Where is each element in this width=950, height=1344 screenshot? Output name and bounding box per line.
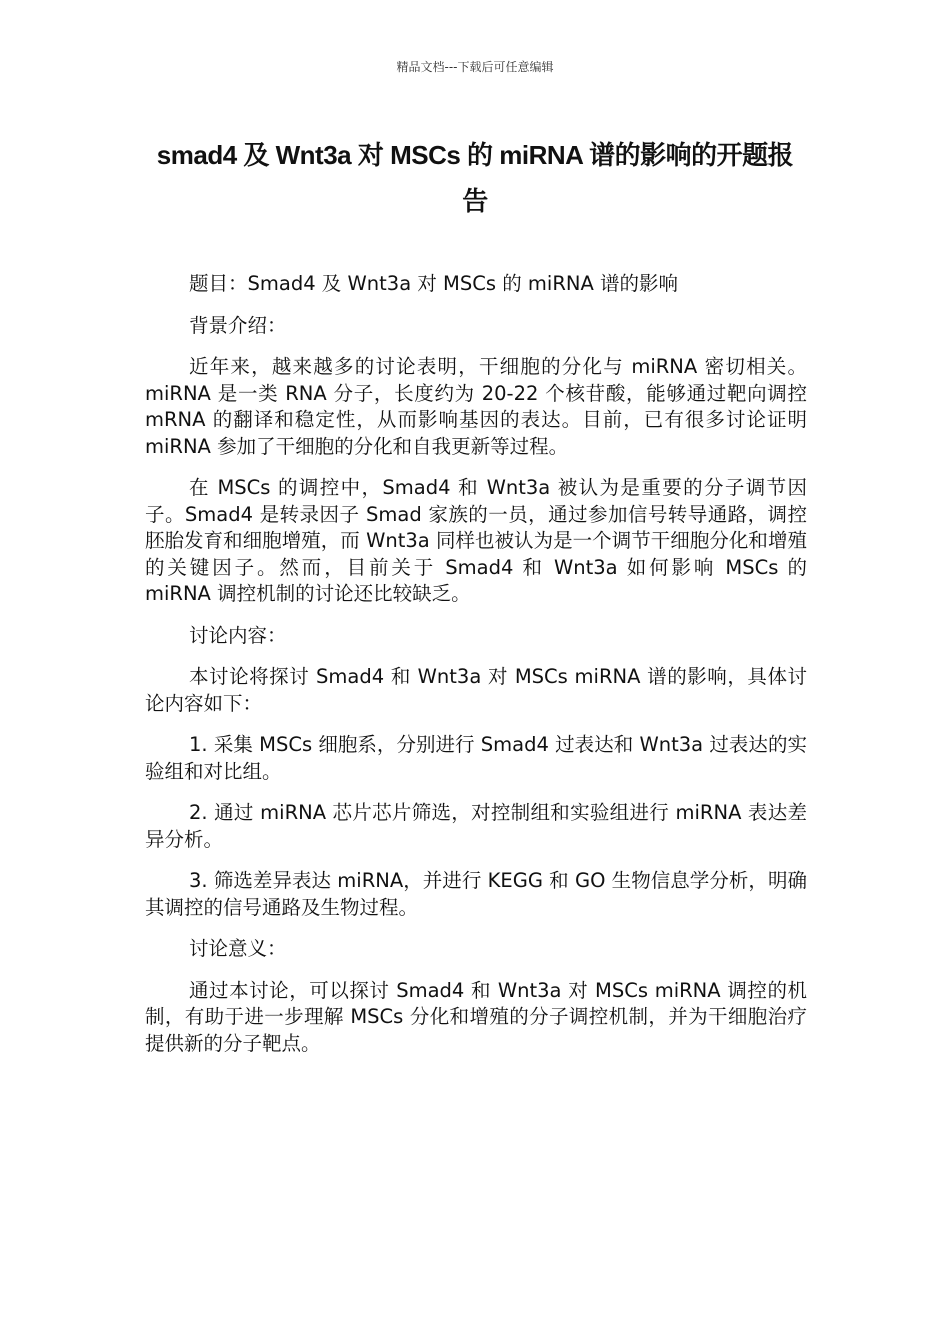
paragraph-background-1: 近年来，越来越多的讨论表明，干细胞的分化与 miRNA 密切相关。miRNA 是一类 RNA 分子，长度约为 20-22 个核苷酸，能够通过靶向调控 mRNA 的翻译和稳定性，从而影响基因的表达。目前，已有很多讨论证明 miRNA 参加了干细胞的分化和自我更新等过程。	[145, 355, 807, 458]
paragraph-content-heading: 讨论内容：	[189, 623, 287, 647]
paragraph-step-1: 1. 采集 MSCs 细胞系，分别进行 Smad4 过表达和 Wnt3a 过表达的实验组和对比组。	[145, 733, 807, 783]
paragraph-content-intro: 本讨论将探讨 Smad4 和 Wnt3a 对 MSCs miRNA 谱的影响，具体讨论内容如下：	[145, 665, 807, 715]
paragraph-significance-heading: 讨论意义：	[189, 937, 287, 960]
paragraph-step-3: 3. 筛选差异表达 miRNA，并进行 KEGG 和 GO 生物信息学分析，明确其调控的信号通路及生物过程。	[145, 869, 807, 919]
paragraph-topic: 题目：Smad4 及 Wnt3a 对 MSCs 的 miRNA 谱的影响	[189, 272, 679, 295]
document-title: smad4 及 Wnt3a 对 MSCs 的 miRNA 谱的影响的开题报告	[156, 140, 794, 216]
paragraph-background-heading: 背景介绍：	[189, 313, 287, 337]
document-body	[145, 271, 807, 1072]
page-header: 精品文档---下载后可任意编辑	[396, 60, 554, 74]
paragraph-step-2: 2. 通过 miRNA 芯片芯片筛选，对控制组和实验组进行 miRNA 表达差异分析。	[145, 801, 807, 851]
paragraph-significance: 通过本讨论，可以探讨 Smad4 和 Wnt3a 对 MSCs miRNA 调控的机制，有助于进一步理解 MSCs 分化和增殖的分子调控机制，并为干细胞治疗提供新的分子靶点。	[145, 978, 807, 1055]
paragraph-background-2: 在 MSCs 的调控中，Smad4 和 Wnt3a 被认为是重要的分子调节因子。Smad4 是转录因子 Smad 家族的一员，通过参加信号转导通路，调控胚胎发育和细胞增殖，而 Wnt3a 同样也被认为是一个调节干细胞分化和增殖的关键因子。然而，目前关于 Smad4 和 Wnt3a 如何影响 MSCs 的 miRNA 调控机制的讨论还比较缺乏。	[145, 476, 807, 605]
